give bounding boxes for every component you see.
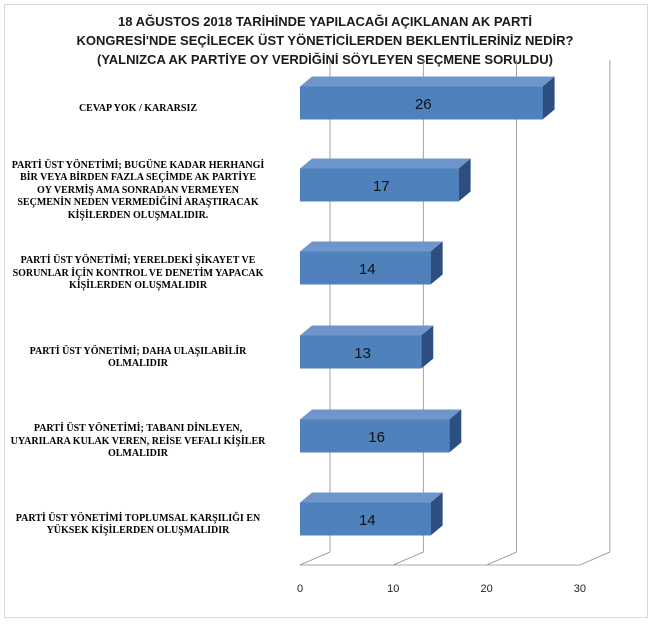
- chart-title-line: KONGRESİ'NDE SEÇİLECEK ÜST YÖNETİCİLERDEN BEKLENTİLERİNİZ NEDİR?: [76, 33, 574, 48]
- category-label-line: BİR VEYA BİRDEN FAZLA SEÇİMDE AK PARTİYE: [20, 172, 256, 184]
- category-label-line: PARTİ ÜST YÖNETİMİ; DAHA ULAŞILABİLİR: [29, 345, 247, 357]
- bar-value-label: 16: [368, 429, 385, 446]
- category-label-line: CEVAP YOK / KARARSIZ: [78, 102, 198, 114]
- x-tick-label: 0: [296, 583, 304, 595]
- bar-value-label: 17: [372, 178, 390, 195]
- bar-value-label: 14: [358, 261, 376, 278]
- x-tick-label: 10: [387, 583, 400, 595]
- category-label-line: UYARILARA KULAK VEREN, REİSE VEFALI KİŞİLER: [10, 435, 266, 447]
- bar-value-label: 14: [358, 512, 376, 529]
- category-label-line: PARTİ ÜST YÖNETİMİ TOPLUMSAL KARŞILIĞI EN: [15, 512, 261, 524]
- category-label-line: PARTİ ÜST YÖNETİMİ; TABANI DİNLEYEN,: [33, 423, 243, 435]
- x-tick-label: 30: [573, 583, 587, 595]
- bar-top-face: [300, 410, 461, 420]
- category-label: [0, 513, 283, 538]
- floor-gridline: [300, 552, 330, 565]
- category-label: [0, 160, 283, 223]
- category-label-line: YÜKSEK KİŞİLERDEN OLUŞMALIDIR: [46, 525, 230, 536]
- category-label: [0, 423, 283, 461]
- category-label-line: OLMALIDIR: [107, 448, 168, 460]
- category-label-line: KİŞİLERDEN OLUŞMALIDIR: [68, 280, 208, 292]
- bar-top-face: [300, 77, 555, 87]
- category-label-line: PARTİ ÜST YÖNETİMİ; YERELDEKİ ŞİKAYET VE: [20, 255, 256, 267]
- bar-top-face: [300, 242, 443, 252]
- bar-top-face: [300, 159, 471, 169]
- category-label: [0, 103, 283, 116]
- category-label: [0, 255, 283, 293]
- category-label-line: OLMALIDIR: [107, 358, 168, 369]
- bar-value-label: 13: [354, 345, 371, 362]
- x-tick-label: 20: [480, 583, 493, 595]
- category-label-line: PARTİ ÜST YÖNETİMİ; BUGÜNE KADAR HERHANGİ: [11, 159, 265, 171]
- category-label-line: OY VERMİŞ AMA SONRADAN VERMEYEN: [36, 184, 240, 196]
- chart-title-line: 18 AĞUSTOS 2018 TARİHİNDE YAPILACAĞI AÇIKLANAN AK PARTİ: [118, 14, 532, 29]
- floor-gridline: [487, 552, 517, 565]
- category-label-line: SEÇMENİN NEDEN VERMEDİĞİNİ ARAŞTIRACAK: [17, 197, 259, 209]
- category-label-line: SORUNLAR İÇİN KONTROL VE DENETİM YAPACAK: [12, 267, 264, 279]
- chart-title-line: (YALNIZCA AK PARTİYE OY VERDİĞİNİ SÖYLEYEN SEÇMENE SORULDU): [96, 52, 553, 67]
- bar-top-face: [300, 493, 443, 503]
- floor-gridline: [393, 552, 423, 565]
- category-label-line: KİŞİLERDEN OLUŞMALIDIR.: [67, 209, 209, 221]
- category-label: [0, 346, 283, 371]
- bar-value-label: 26: [414, 96, 432, 113]
- floor-gridline: [580, 552, 610, 565]
- bar-top-face: [300, 326, 433, 336]
